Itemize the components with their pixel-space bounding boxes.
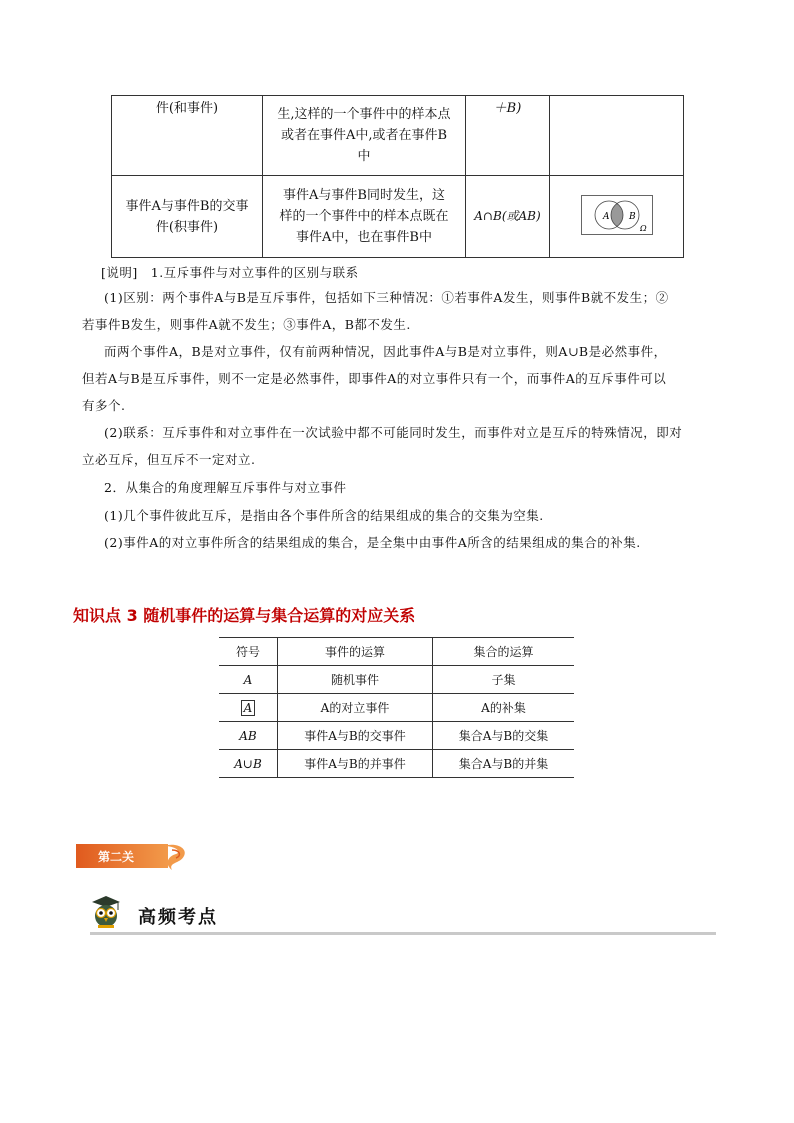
note-paragraph-3b: 立必互斥，但互斥不一定对立. bbox=[82, 452, 256, 467]
header-cell: 符号 bbox=[219, 638, 278, 666]
table-cell bbox=[550, 176, 684, 258]
table-cell: 集合A与B的并集 bbox=[433, 750, 575, 778]
banner-label: 第二关 bbox=[98, 850, 135, 864]
venn-label-a: A bbox=[602, 211, 609, 222]
venn-diagram bbox=[581, 195, 653, 235]
table-cell bbox=[112, 176, 263, 258]
note-paragraph-1 bbox=[82, 284, 732, 311]
table-cell bbox=[263, 176, 466, 258]
cell-line: 件(积事件) bbox=[155, 219, 219, 235]
table-cell bbox=[263, 96, 466, 176]
table-cell: A bbox=[219, 666, 278, 694]
table-cell: A的对立事件 bbox=[278, 694, 433, 722]
table-row bbox=[219, 666, 574, 694]
table-cell bbox=[219, 694, 278, 722]
venn-label-b: B bbox=[628, 211, 636, 222]
table-row bbox=[219, 750, 574, 778]
table-cell: 事件A与B的交事件 bbox=[278, 722, 433, 750]
knowledge-point-title: 知识点 3 随机事件的运算与集合运算的对应关系 bbox=[73, 606, 416, 625]
operation-correspondence-table bbox=[219, 637, 574, 778]
section-title: 高频考点 bbox=[138, 907, 218, 928]
table-cell: 随机事件 bbox=[278, 666, 433, 694]
table-cell: AB bbox=[219, 722, 278, 750]
header-cell: 集合的运算 bbox=[433, 638, 575, 666]
table-header-row bbox=[219, 638, 574, 666]
note-paragraph-5: (2)事件A的对立事件所含的结果组成的集合，是全集中由事件A所含的结果组成的集合的补集. bbox=[104, 535, 641, 550]
venn-label-omega: Ω bbox=[639, 223, 647, 233]
note-heading: [说明] 1.互斥事件与对立事件的区别与联系 bbox=[101, 265, 359, 280]
cell-line: 中 bbox=[357, 149, 371, 164]
table-cell: ＋B) bbox=[466, 96, 550, 176]
venn-intersection-icon bbox=[582, 196, 652, 234]
cell-line: 或者在事件A中,或者在事件B bbox=[280, 128, 448, 143]
cell-line: 事件A中，也在事件B中 bbox=[296, 230, 432, 245]
header-cell: 事件的运算 bbox=[278, 638, 433, 666]
complement-symbol: A bbox=[241, 700, 256, 716]
note-paragraph-2c: 有多个. bbox=[82, 398, 126, 413]
note-heading-2: 2．从集合的角度理解互斥事件与对立事件 bbox=[104, 480, 347, 495]
text-line: (1)区别：两个事件A与B是互斥事件，包括如下三种情况：①若事件A发生，则事件B就不发生；② bbox=[104, 290, 669, 305]
table-row bbox=[112, 96, 684, 176]
flame-swirl-icon bbox=[162, 840, 192, 872]
level-banner bbox=[76, 840, 186, 870]
table-cell bbox=[550, 96, 684, 176]
table-cell: A∩B(或AB) bbox=[466, 176, 550, 258]
table-cell: 件(和事件) bbox=[112, 96, 263, 176]
table-row bbox=[112, 176, 684, 258]
table-cell: 子集 bbox=[433, 666, 575, 694]
note-paragraph-4: (1)几个事件彼此互斥，是指由各个事件所含的结果组成的集合的交集为空集. bbox=[104, 508, 544, 523]
note-paragraph-3: (2)联系：互斥事件和对立事件在一次试验中都不可能同时发生，而事件对立是互斥的特殊情况，即对 bbox=[104, 425, 683, 440]
note-paragraph-1b: 若事件B发生，则事件A就不发生；③事件A，B都不发生. bbox=[82, 317, 411, 332]
table-cell: A的补集 bbox=[433, 694, 575, 722]
table-row bbox=[219, 722, 574, 750]
note-paragraph-2: 而两个事件A，B是对立事件，仅有前两种情况，因此事件A与B是对立事件，则A∪B是必然事件， bbox=[104, 344, 667, 359]
table-cell: 事件A与B的并事件 bbox=[278, 750, 433, 778]
cell-line: 生,这样的一个事件中的样本点 bbox=[277, 107, 451, 122]
cell-line: 事件A与事件B的交事 bbox=[125, 198, 249, 214]
cell-line: 事件A与事件B同时发生，这 bbox=[283, 188, 445, 203]
table-cell: A∪B bbox=[219, 750, 278, 778]
note-paragraph-2b: 但若A与B是互斥事件，则不一定是必然事件，即事件A的对立事件只有一个，而事件A的互斥事件可以 bbox=[82, 371, 667, 386]
section-divider bbox=[90, 932, 716, 935]
owl-mascot-icon bbox=[88, 893, 124, 929]
table-cell: 集合A与B的交集 bbox=[433, 722, 575, 750]
table-row bbox=[219, 694, 574, 722]
event-relation-table bbox=[111, 95, 684, 258]
cell-line: 样的一个事件中的样本点既在 bbox=[279, 209, 449, 224]
